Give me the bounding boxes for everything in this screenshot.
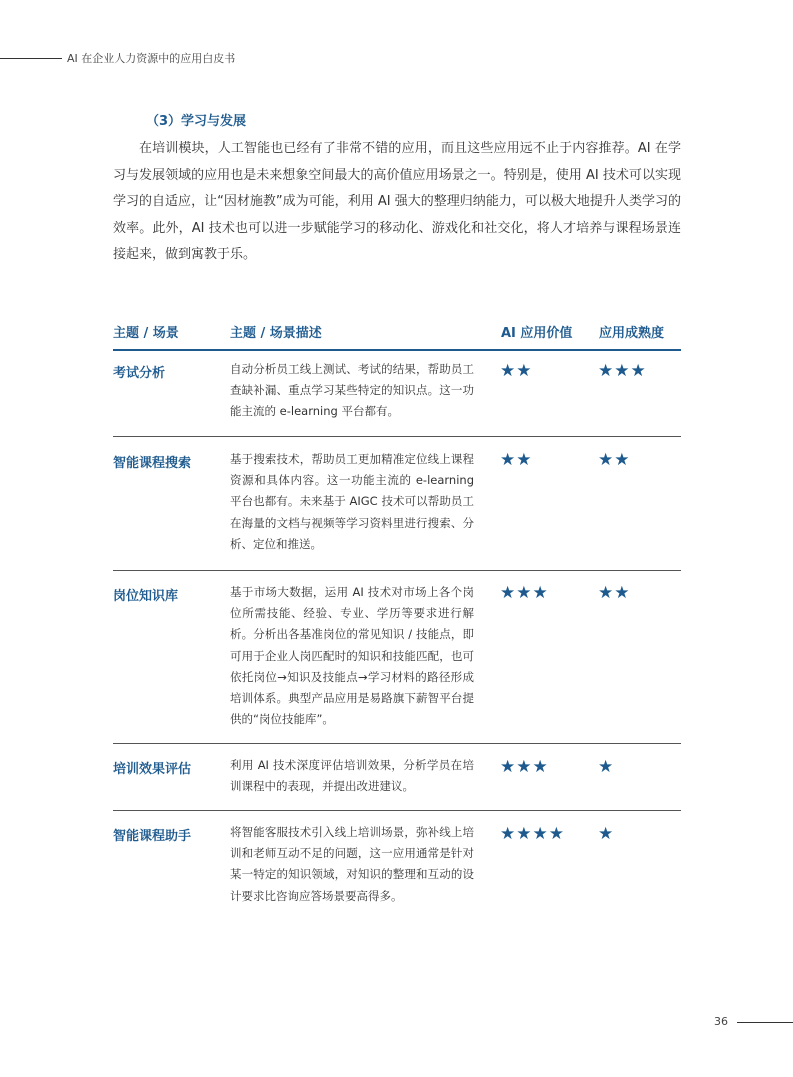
row-topic: 岗位知识库 [113,589,179,604]
ai-value-stars: ★★ [500,450,533,470]
maturity-stars: ★★★ [598,361,647,381]
maturity-stars: ★★ [598,583,631,603]
ai-value-stars: ★★ [500,361,533,381]
maturity-stars: ★★ [598,450,631,470]
ai-value-stars: ★★★★ [500,824,565,844]
row-topic: 智能课程搜索 [113,456,192,471]
row-topic: 培训效果评估 [113,762,192,777]
section-heading: （3）学习与发展 [146,114,247,129]
column-header-maturity: 应用成熟度 [599,326,665,341]
row-divider [113,810,681,811]
maturity-stars: ★ [598,824,615,844]
row-divider [113,436,681,437]
column-header-description: 主题 / 场景描述 [230,326,322,341]
document-title: AI 在企业人力资源中的应用白皮书 [67,52,236,65]
row-description: 利用 AI 技术深度评估培训效果，分析学员在培训课程中的表现，并提出改进建议。 [230,758,474,794]
row-description: 基于市场大数据，运用 AI 技术对市场上各个岗位所需技能、经验、专业、学历等要求进行解析。分析出各基准岗位的常见知识 / 技能点，即可用于企业人岗匹配时的知识和技能匹配，也可依托岗位→知识及技能点→学习材料的路径形成培训体系。典型产品应用是易路旗下薪智平台提供的“岗位技能库”。 [230,585,474,727]
column-header-ai-value: AI 应用价值 [501,326,573,341]
footer-rule [737,1022,793,1023]
row-description: 将智能客服技术引入线上培训场景，弥补线上培训和老师互动不足的问题，这一应用通常是针对某一特定的知识领域，对知识的整理和互动的设计要求比咨询应答场景要高得多。 [230,825,474,903]
row-topic: 智能课程助手 [113,829,192,844]
row-description: 自动分析员工线上测试、考试的结果，帮助员工查缺补漏、重点学习某些特定的知识点。这一功能主流的 e-learning 平台都有。 [230,362,474,419]
maturity-stars: ★ [598,757,615,777]
row-topic: 考试分析 [113,366,166,381]
row-divider [113,570,681,571]
ai-value-stars: ★★★ [500,583,549,603]
header-rule [0,58,62,59]
row-description: 基于搜索技术，帮助员工更加精准定位线上课程资源和具体内容。这一功能主流的 e-learning 平台也都有。未来基于 AIGC 技术可以帮助员工在海量的文档与视频等学习资料里进行搜索、分析、定位和推送。 [230,452,474,551]
table-header-rule [113,349,681,351]
page-number: 36 [714,1015,728,1028]
row-divider [113,743,681,744]
ai-value-stars: ★★★ [500,757,549,777]
column-header-topic: 主题 / 场景 [113,326,179,341]
intro-paragraph: 在培训模块，人工智能也已经有了非常不错的应用，而且这些应用远不止于内容推荐。AI 在学习与发展领域的应用也是未来想象空间最大的高价值应用场景之一。特别是，使用 AI 技术可以实现学习的自适应，让“因材施教”成为可能，利用 AI 强大的整理归纳能力，可以极大地提升人类学习的效率。此外，AI 技术也可以进一步赋能学习的移动化、游戏化和社交化，将人才培养与课程场景连接起来，做到寓教于乐。 [113,141,681,262]
